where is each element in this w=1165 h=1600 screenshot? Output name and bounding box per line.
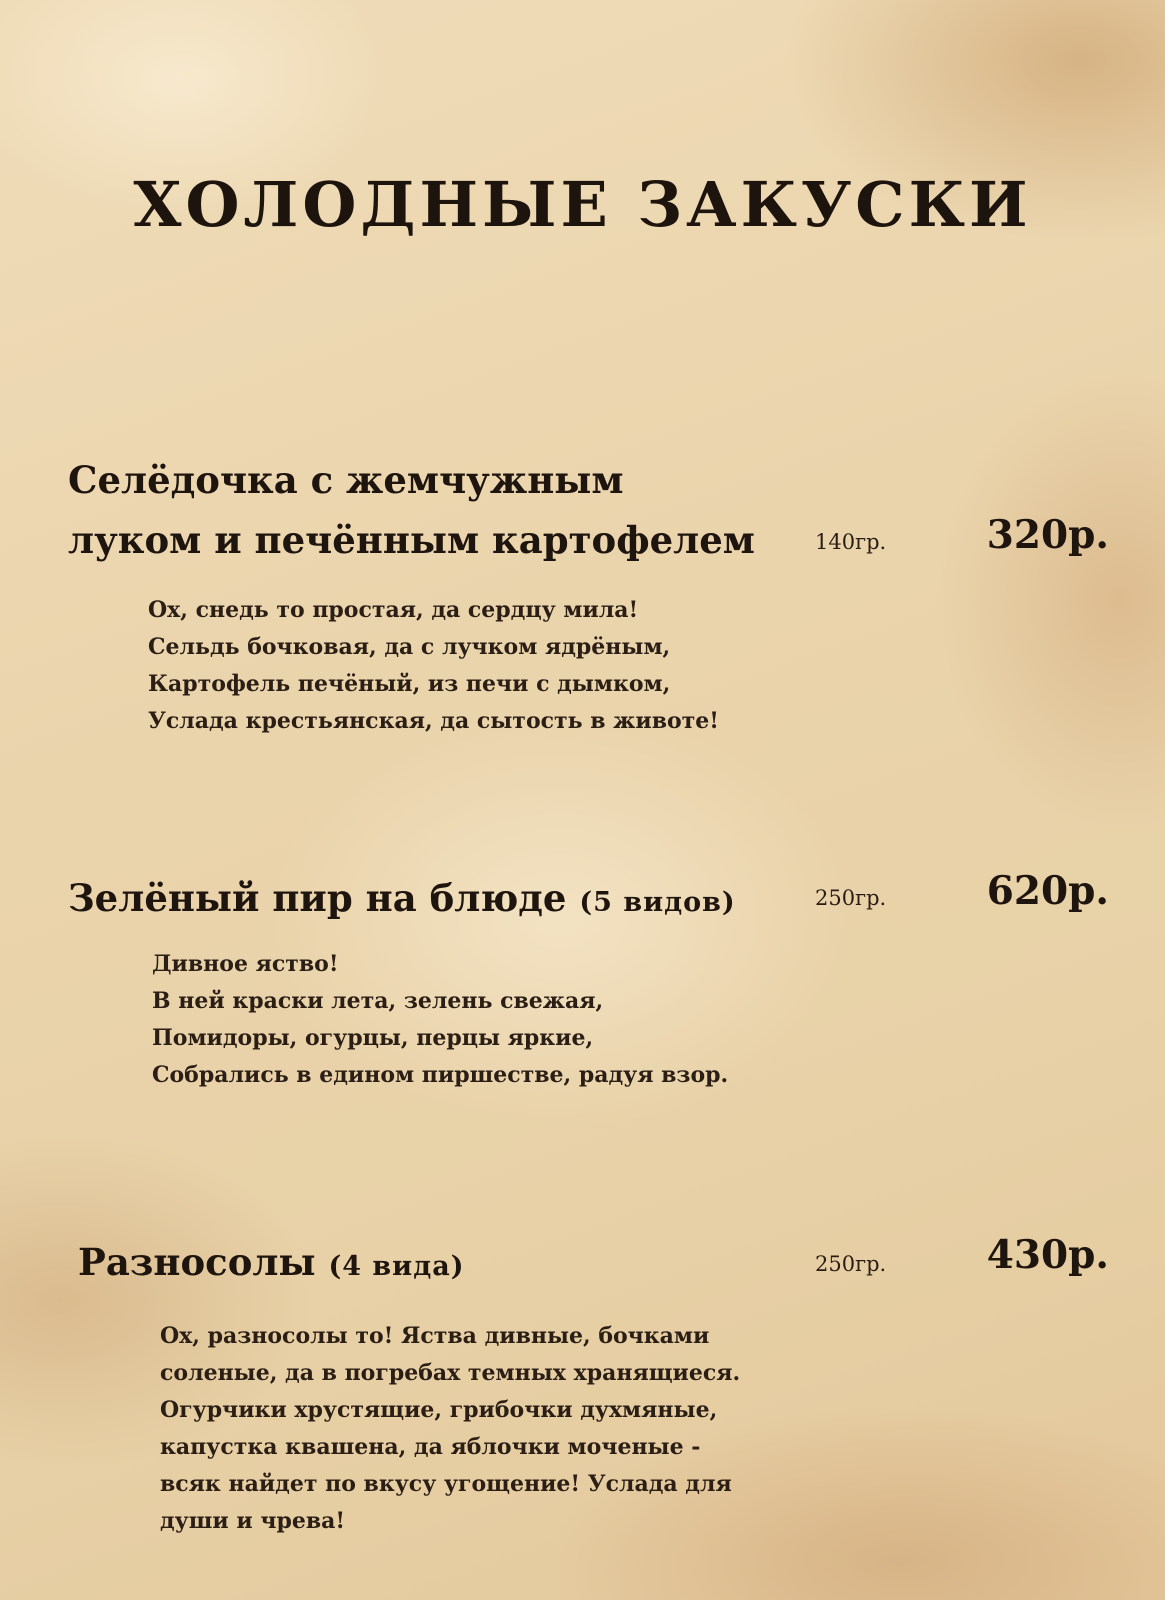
description-line: всяк найдет по вкусу угощение! Услада для [160,1471,732,1497]
dish-weight: 250гр. [815,886,887,910]
page-title: ХОЛОДНЫЕ ЗАКУСКИ [133,168,1032,241]
description-line: Собрались в едином пиршестве, радуя взор. [152,1062,729,1088]
dish-price: 430р. [986,1232,1109,1278]
description-line: Сельдь бочковая, да с лучком ядрёным, [148,634,671,660]
dish-name-line: Селёдочка с жемчужным [68,458,624,502]
dish-weight: 140гр. [815,530,887,554]
description-line: Услада крестьянская, да сытость в животе! [148,708,719,734]
dish-weight: 250гр. [815,1252,887,1276]
dish-name-text: Зелёный пир на блюде [68,876,567,920]
dish-description [152,946,728,1094]
dish-description [160,1318,740,1540]
description-line: соленые, да в погребах темных хранящиеся. [160,1360,741,1386]
description-line: Огурчики хрустящие, грибочки духмяные, [160,1397,718,1423]
description-line: Дивное яство! [152,951,339,977]
dish-description [148,592,719,740]
dish-name-line: луком и печённым картофелем [68,518,755,562]
dish-name-pickles [78,1232,464,1297]
description-line: Ох, разносолы то! Яства дивные, бочками [160,1323,710,1349]
dish-price: 620р. [986,868,1109,914]
dish-name-herring [68,450,755,570]
dish-portion-count: (5 видов) [579,887,736,918]
dish-price: 320р. [986,512,1109,558]
dish-name-text: Разносолы [78,1240,316,1284]
description-line: Ох, снедь то простая, да сердцу мила! [148,597,639,623]
description-line: Помидоры, огурцы, перцы яркие, [152,1025,594,1051]
description-line: души и чрева! [160,1508,346,1534]
dish-name-green-feast [68,868,736,933]
description-line: В ней краски лета, зелень свежая, [152,988,604,1014]
description-line: капустка квашена, да яблочки моченые - [160,1434,701,1460]
dish-portion-count: (4 вида) [328,1251,465,1282]
description-line: Картофель печёный, из печи с дымком, [148,671,671,697]
